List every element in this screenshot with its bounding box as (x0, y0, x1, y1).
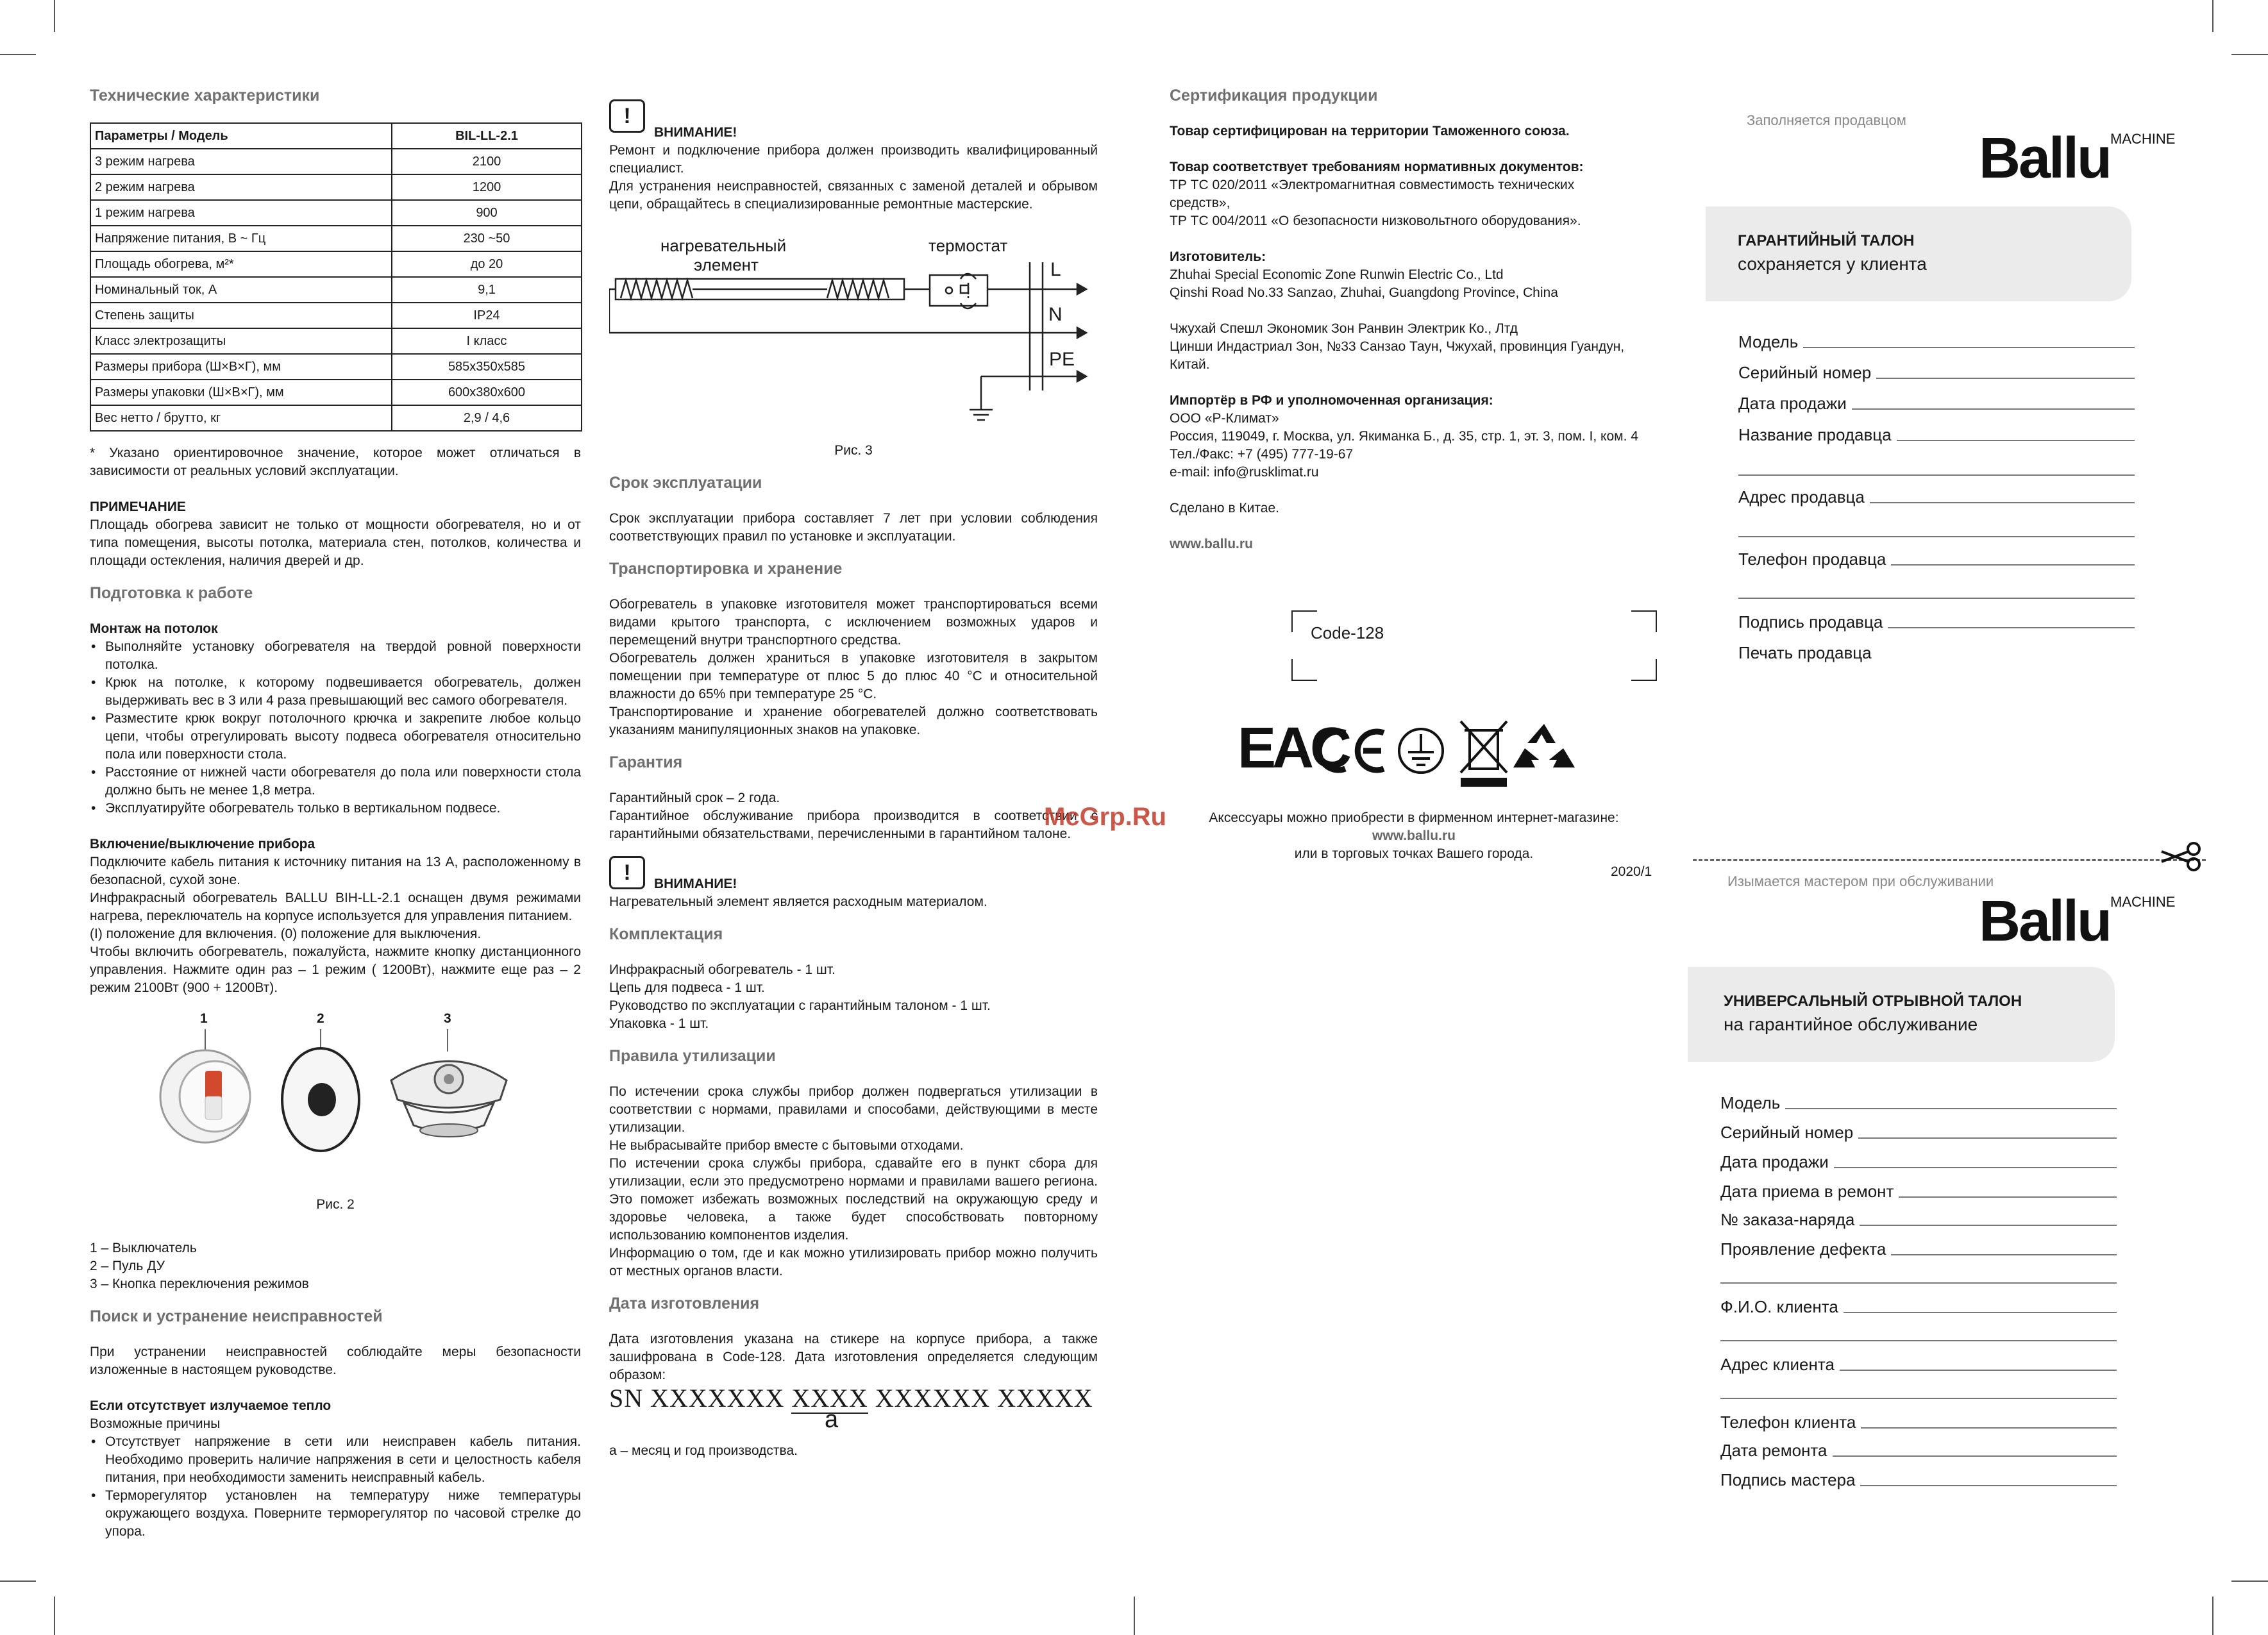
disposal-text: Информацию о том, где и как можно утилизировать прибор можно получить от местных органов власти. (609, 1246, 1098, 1279)
form-field[interactable] (1720, 1236, 2117, 1259)
spec-table (90, 122, 582, 432)
serial-format (609, 1384, 1098, 1413)
form-field[interactable] (1720, 1207, 2117, 1230)
form-field[interactable] (1720, 1467, 2117, 1490)
footnote: * Указано ориентировочное значение, которое может отличаться в зависимости от реальных условий эксплуатации. (90, 446, 581, 478)
table-row (90, 405, 582, 431)
switch-icon (160, 1050, 250, 1143)
cert-title: Сертификация продукции (1170, 87, 1378, 105)
field-line (1785, 1108, 2117, 1109)
table-cell: Вес нетто / брутто, кг (90, 405, 392, 431)
warning-icon: ! (609, 99, 645, 133)
fig2-num: 3 (444, 1011, 451, 1026)
field-label: Адрес клиента (1720, 1355, 1835, 1374)
field-line (1840, 1370, 2117, 1371)
warning-icon: ! (609, 856, 645, 889)
field-line (1899, 1196, 2117, 1198)
table-row (90, 200, 582, 226)
field-label: Название продавца (1738, 425, 1892, 444)
field-line[interactable] (1738, 474, 2135, 476)
field-line (1844, 1312, 2117, 1313)
warn1-text: Для устранения неисправностей, связанных с заменой деталей и обрывом цепи, обращайтесь в специализированные ремонтные мастерские. (609, 179, 1098, 212)
field-line (1833, 1455, 2117, 1457)
table-row (90, 174, 582, 200)
table-cell: 230 ~50 (392, 226, 582, 251)
kit-title: Комплектация (609, 925, 723, 943)
field-line (1891, 564, 2135, 566)
fig2-illustration (90, 1003, 581, 1196)
field-line (1888, 627, 2135, 628)
form-field[interactable] (1738, 390, 2135, 414)
form-field[interactable] (1738, 360, 2135, 383)
field-label: Печать продавца (1738, 643, 1872, 662)
transport-title: Транспортировка и хранение (609, 560, 843, 578)
field-label: Дата продажи (1738, 394, 1847, 413)
form-field[interactable] (1720, 1178, 2117, 1202)
logo-text: Ballu (1979, 889, 2111, 953)
note-title: ПРИМЕЧАНИЕ (90, 499, 186, 514)
heater-label: элемент (694, 255, 759, 274)
onoff-text: (I) положение для включения. (0) положение для выключения. (90, 927, 482, 941)
list-item: • Крюк на потолке, к которому подвешивается обогреватель, должен выдерживать вес в 3 или 4 раза превышающий вес самого обогревателя. (90, 674, 581, 710)
warranty-card-header (1706, 206, 2131, 301)
recycle-icon (1513, 724, 1575, 767)
disposal-text: Не выбрасывайте прибор вместе с бытовыми отходами. (609, 1138, 964, 1153)
list-item: • Терморегулятор установлен на температуру ниже температуры окружающего воздуха. Поверните терморегулятор по часовой стрелке до упора. (90, 1487, 581, 1541)
crop-mark (0, 54, 36, 55)
weee-bin-icon (1461, 721, 1507, 785)
field-line (1858, 1137, 2117, 1139)
table-header-cell: BIL-LL-2.1 (392, 123, 582, 149)
ballu-logo (1979, 126, 2176, 192)
warning-1 (609, 99, 1098, 142)
warn1-title: ВНИМАНИЕ! (654, 125, 737, 140)
crop-mark (2212, 0, 2213, 32)
logo-sub: MACHINE (2110, 131, 2176, 147)
field-line[interactable] (1720, 1340, 2117, 1341)
card1-title: ГАРАНТИЙНЫЙ ТАЛОН (1738, 232, 1915, 249)
site-link[interactable]: www.ballu.ru (1170, 537, 1253, 551)
cut-line (1693, 859, 2206, 861)
field-line (1876, 378, 2135, 379)
form-field[interactable] (1738, 484, 2135, 507)
noheat-title: Если отсутствует излучаемое тепло (90, 1398, 332, 1413)
fold-mark (1134, 1597, 1135, 1635)
field-label: Модель (1738, 332, 1799, 351)
table-cell: Номинальный ток, А (90, 277, 392, 303)
table-row (90, 251, 582, 277)
cert-line: Товар сертифицирован на территории Таможенного союза. (1170, 124, 1570, 138)
table-cell: 2100 (392, 149, 582, 174)
form-field[interactable] (1738, 422, 2135, 445)
svg-text:EAC: EAC (1238, 716, 1348, 780)
accessories-text: или в торговых точках Вашего города. (1294, 846, 1534, 861)
table-cell: 585x350x585 (392, 354, 582, 380)
trouble-title: Поиск и устранение неисправностей (90, 1307, 383, 1325)
logo-text: Ballu (1979, 126, 2111, 190)
form-field[interactable] (1720, 1352, 2117, 1375)
cert-marks (1238, 715, 1597, 792)
field-label: Дата ремонта (1720, 1441, 1827, 1460)
field-line (1891, 1254, 2117, 1255)
column-3 (1170, 83, 1657, 553)
form-field[interactable] (1720, 1090, 2117, 1113)
crop-mark (54, 0, 55, 32)
crop-mark (2231, 54, 2268, 55)
disposal-title: Правила утилизации (609, 1047, 776, 1065)
kit-item: Руководство по эксплуатации с гарантийным талоном - 1 шт. (609, 998, 991, 1013)
field-line[interactable] (1720, 1398, 2117, 1399)
list-item: • Эксплуатируйте обогреватель только в вертикальном подвесе. (90, 800, 581, 818)
fig2-num: 1 (200, 1011, 208, 1026)
mount-title: Монтаж на потолок (90, 621, 218, 636)
line-label-L: L (1050, 259, 1061, 280)
accessories-text: Аксессуары можно приобрести в фирменном интернет-магазине: (1209, 810, 1619, 825)
line-label-PE: PE (1049, 349, 1075, 370)
card2-title: УНИВЕРСАЛЬНЫЙ ОТРЫВНОЙ ТАЛОН (1724, 993, 2022, 1010)
warranty-title: Гарантия (609, 753, 683, 771)
tech-title: Технические характеристики (90, 87, 320, 105)
sn-month-year: XXXX (791, 1384, 868, 1413)
table-row (90, 328, 582, 354)
table-row (90, 354, 582, 380)
table-cell: Площадь обогрева, м²* (90, 251, 392, 277)
table-cell: 9,1 (392, 277, 582, 303)
field-label: Ф.И.О. клиента (1720, 1297, 1838, 1316)
field-line (1861, 1427, 2117, 1429)
fig3-caption: Рис. 3 (834, 443, 873, 458)
maker-title: Изготовитель: (1170, 249, 1266, 264)
field-line[interactable] (1720, 1282, 2117, 1284)
life-title: Срок эксплуатации (609, 474, 762, 492)
form-field[interactable] (1720, 1119, 2117, 1143)
legend-item: 1 – Выключатель (90, 1241, 197, 1255)
table-cell: Класс электрозащиты (90, 328, 392, 354)
warn1-text: Ремонт и подключение прибора должен производить квалифицированный специалист. (609, 143, 1098, 176)
fig2-num: 2 (317, 1011, 324, 1026)
barcode-placeholder (1291, 610, 1657, 681)
table-cell: 1 режим нагрева (90, 200, 392, 226)
maker-line: Zhuhai Special Economic Zone Runwin Electric Co., Ltd (1170, 267, 1504, 282)
crop-mark (0, 1581, 36, 1582)
field-label: Серийный номер (1720, 1123, 1854, 1142)
field-label: Серийный номер (1738, 363, 1872, 382)
transport-text: Транспортирование и хранение обогревателей должно соответствовать указаниям манипуляционных знаков на упаковке. (609, 705, 1098, 737)
field-label: Телефон продавца (1738, 549, 1886, 569)
table-header-row (90, 123, 582, 149)
maker-ru-line: Цинши Индастриал Зон, №33 Санзао Таун, Чжухай, провинция Гуандун, Китай. (1170, 339, 1625, 372)
onoff-title: Включение/выключение прибора (90, 837, 315, 851)
field-label: Телефон клиента (1720, 1413, 1856, 1432)
sn-note: a – месяц и год производства. (609, 1443, 798, 1458)
field-label: Подпись мастера (1720, 1470, 1856, 1489)
table-cell: I класс (392, 328, 582, 354)
form-field[interactable] (1738, 546, 2135, 569)
form-field[interactable] (1738, 609, 2135, 632)
table-cell: Размеры упаковки (Ш×В×Г), мм (90, 380, 392, 405)
ballu-logo (1979, 889, 2176, 955)
list-item: • Разместите крюк вокруг потолочного крючка и закрепите любое кольцо цепи, чтобы отрегулировать высоту подвеса обогревателя относительно пола или поверхности стола. (90, 710, 581, 764)
transport-text: Обогреватель должен храниться в упаковке изготовителя в закрытом помещении при температуре от плюс 5 до плюс 40 °C и относительной влажности до 65% при температуре 25 °C. (609, 651, 1098, 701)
legend-item: 2 – Пуль ДУ (90, 1259, 165, 1273)
importer-line: Россия, 119049, г. Москва, ул. Якиманка Б., д. 35, стр. 1, эт. 3, пом. I, ком. 4 (1170, 429, 1638, 444)
master-note: Изымается мастером при обслуживании (1727, 873, 1994, 889)
note-text: Площадь обогрева зависит не только от мощности обогревателя, но и от типа помещения, высоты потолка, материала стен, потолков, количества и площади остекления, наличия дверей и др. (90, 517, 581, 568)
table-row (90, 226, 582, 251)
maker-line: Qinshi Road No.33 Sanzao, Zhuhai, Guangdong Province, China (1170, 285, 1558, 300)
field-label: Дата продажи (1720, 1152, 1829, 1171)
transport-text: Обогреватель в упаковке изготовителя может транспортироваться всеми видами крытого транспорта, с исключением возможных ударов и перемещений внутри транспортного средства. (609, 597, 1098, 648)
causes-list (90, 1433, 581, 1541)
table-cell: IP24 (392, 303, 582, 328)
crop-mark (2231, 1581, 2268, 1582)
line-label-N: N (1048, 304, 1063, 325)
scissors-icon (2158, 840, 2203, 872)
docs-title: Товар соответствует требованиям нормативных документов: (1170, 160, 1584, 174)
field-line (1897, 440, 2135, 441)
table-row (90, 380, 582, 405)
warning-2 (609, 856, 1098, 893)
sn-prefix: SN XXXXXXX (609, 1384, 792, 1413)
importer-line: ООО «Р-Климат» (1170, 411, 1279, 426)
list-item: • Расстояние от нижней части обогревателя до пола или поверхности стола должно быть не менее 1,8 метра. (90, 764, 581, 800)
column-2 (609, 99, 1098, 1460)
legend-item: 3 – Кнопка переключения режимов (90, 1277, 309, 1291)
card1-sub: сохраняется у клиента (1738, 254, 1927, 274)
disposal-text: По истечении срока службы прибора, сдавайте его в пункт сбора для утилизации, если это предусмотрено нормами и правилами вашего региона. Это поможет избежать возможных последствий на окружающую среду и здоровье человека, а также будет способствовать повторному использованию компонентов изделия. (609, 1156, 1098, 1243)
field-label: Подпись продавца (1738, 612, 1883, 632)
column-1 (90, 83, 581, 1541)
kit-item: Упаковка - 1 шт. (609, 1016, 709, 1031)
onoff-text: Чтобы включить обогреватель, пожалуйста, нажмите кнопку дистанционного управления. Нажмите один раз – 1 режим ( 1200Вт), нажмите еще раз – 2 режим 2100Вт (900 + 1200Вт). (90, 944, 581, 995)
table-row (90, 149, 582, 174)
ground-class-icon (1399, 729, 1443, 773)
warn2-title: ВНИМАНИЕ! (654, 876, 737, 891)
crop-mark (2212, 1597, 2213, 1635)
onoff-text: Инфракрасный обогреватель BALLU BIH-LL-2.1 оснащен двумя режимами нагрева, переключатель на корпусе используется для управления питанием. (90, 891, 581, 923)
figure-3 (609, 237, 1098, 442)
warranty-text: Гарантийный срок – 2 года. (609, 791, 780, 805)
table-cell: 3 режим нагрева (90, 149, 392, 174)
causes-label: Возможные причины (90, 1416, 221, 1431)
mount-list (90, 638, 581, 818)
docs-item: ТР ТС 020/2011 «Электромагнитная совместимость технических средств», (1170, 178, 1575, 210)
docs-item: ТР ТС 004/2011 «О безопасности низковольтного оборудования». (1170, 214, 1581, 228)
maker-ru-line: Чжухай Спешл Экономик Зон Ранвин Электрик Ко., Лтд (1170, 321, 1518, 336)
field-line (1803, 347, 2135, 348)
seller-note: Заполняется продавцом (1747, 112, 1906, 128)
table-header-cell: Параметры / Модель (90, 123, 392, 149)
importer-title: Импортёр в РФ и уполномоченная организация: (1170, 393, 1493, 408)
table-cell: 600x380x600 (392, 380, 582, 405)
importer-line: Тел./Факс: +7 (495) 777-19-67 (1170, 447, 1354, 462)
field-label: Адрес продавца (1738, 487, 1865, 507)
field-label: № заказа-наряда (1720, 1210, 1855, 1229)
field-label: Дата приема в ремонт (1720, 1182, 1894, 1201)
form-field[interactable] (1720, 1409, 2117, 1432)
table-row (90, 303, 582, 328)
table-row (90, 277, 582, 303)
accessories (1186, 809, 1642, 863)
thermo-label: термостат (928, 236, 1008, 255)
wiring-diagram (609, 237, 1098, 442)
made-in: Сделано в Китае. (1170, 501, 1279, 516)
importer-line: e-mail: info@rusklimat.ru (1170, 465, 1319, 480)
onoff-text: Подключите кабель питания к источнику питания на 13 А, расположенному в безопасной, сухой зоне. (90, 855, 581, 887)
table-cell: 900 (392, 200, 582, 226)
kit-item: Цепь для подвеса - 1 шт. (609, 980, 765, 995)
list-item: • Выполняйте установку обогревателя на твердой ровной поверхности потолка. (90, 638, 581, 674)
field-line (1860, 1225, 2117, 1226)
heater-icon (391, 1061, 507, 1137)
disposal-text: По истечении срока службы прибор должен подвергаться утилизации в соответствии с нормами, правилами и способами, действующими в месте утилизации. (609, 1084, 1098, 1135)
accessories-link[interactable]: www.ballu.ru (1372, 828, 1456, 843)
warranty-text: Гарантийное обслуживание прибора производится в соответствии с гарантийными обязательствами, перечисленными в гарантийном талоне. (609, 809, 1098, 841)
form-field[interactable] (1738, 329, 2135, 352)
field-line (1860, 1485, 2117, 1486)
field-line (1834, 1167, 2117, 1168)
form-field[interactable] (1738, 640, 2135, 663)
table-cell: 2,9 / 4,6 (392, 405, 582, 431)
kit-item: Инфракрасный обогреватель - 1 шт. (609, 962, 836, 977)
sn-a: a (825, 1406, 839, 1433)
table-cell: 1200 (392, 174, 582, 200)
warn2-text: Нагревательный элемент является расходным материалом. (609, 894, 987, 909)
fig2-caption: Рис. 2 (316, 1197, 355, 1212)
table-cell: 2 режим нагрева (90, 174, 392, 200)
field-line (1852, 408, 2135, 410)
mfg-title: Дата изготовления (609, 1295, 760, 1312)
list-item: • Отсутствует напряжение в сети или неисправен кабель питания. Необходимо проверить наличие напряжения в сети и целостность кабеля питания, при необходимости заменить неисправный кабель. (90, 1433, 581, 1487)
field-label: Модель (1720, 1093, 1781, 1112)
form-field[interactable] (1720, 1149, 2117, 1172)
field-line[interactable] (1738, 598, 2135, 599)
form-field[interactable] (1720, 1294, 2117, 1317)
card2-sub: на гарантийное обслуживание (1724, 1014, 1978, 1034)
figure-2 (90, 1003, 581, 1196)
tearoff-card-header (1688, 967, 2115, 1062)
field-line (1870, 502, 2135, 503)
mfg-text: Дата изготовления указана на стикере на корпусе прибора, а также зашифрована в Code-128. Дата изготовления определяется следующим образом: (609, 1332, 1098, 1382)
crop-mark (54, 1597, 55, 1635)
watermark: McGrp.Ru (1044, 803, 1167, 831)
trouble-text: При устранении неисправностей соблюдайте меры безопасности изложенные в настоящем руководстве. (90, 1345, 581, 1377)
life-text: Срок эксплуатации прибора составляет 7 лет при условии соблюдения соответствующих правил по установке и эксплуатации. (609, 511, 1098, 544)
heater-label: нагревательный (660, 236, 787, 255)
form-field[interactable] (1720, 1438, 2117, 1461)
table-cell: Степень защиты (90, 303, 392, 328)
table-cell: до 20 (392, 251, 582, 277)
prep-title: Подготовка к работе (90, 584, 253, 602)
logo-sub: MACHINE (2110, 894, 2176, 910)
table-cell: Напряжение питания, В ~ Гц (90, 226, 392, 251)
version-label: 2020/1 (1611, 864, 1652, 879)
table-cell: Размеры прибора (Ш×В×Г), мм (90, 354, 392, 380)
code-label: Code-128 (1311, 623, 1384, 642)
remote-icon (282, 1048, 359, 1151)
sn-suffix: XXXXXX XXXXX (868, 1384, 1093, 1413)
field-line[interactable] (1738, 536, 2135, 537)
field-label: Проявление дефекта (1720, 1239, 1886, 1259)
